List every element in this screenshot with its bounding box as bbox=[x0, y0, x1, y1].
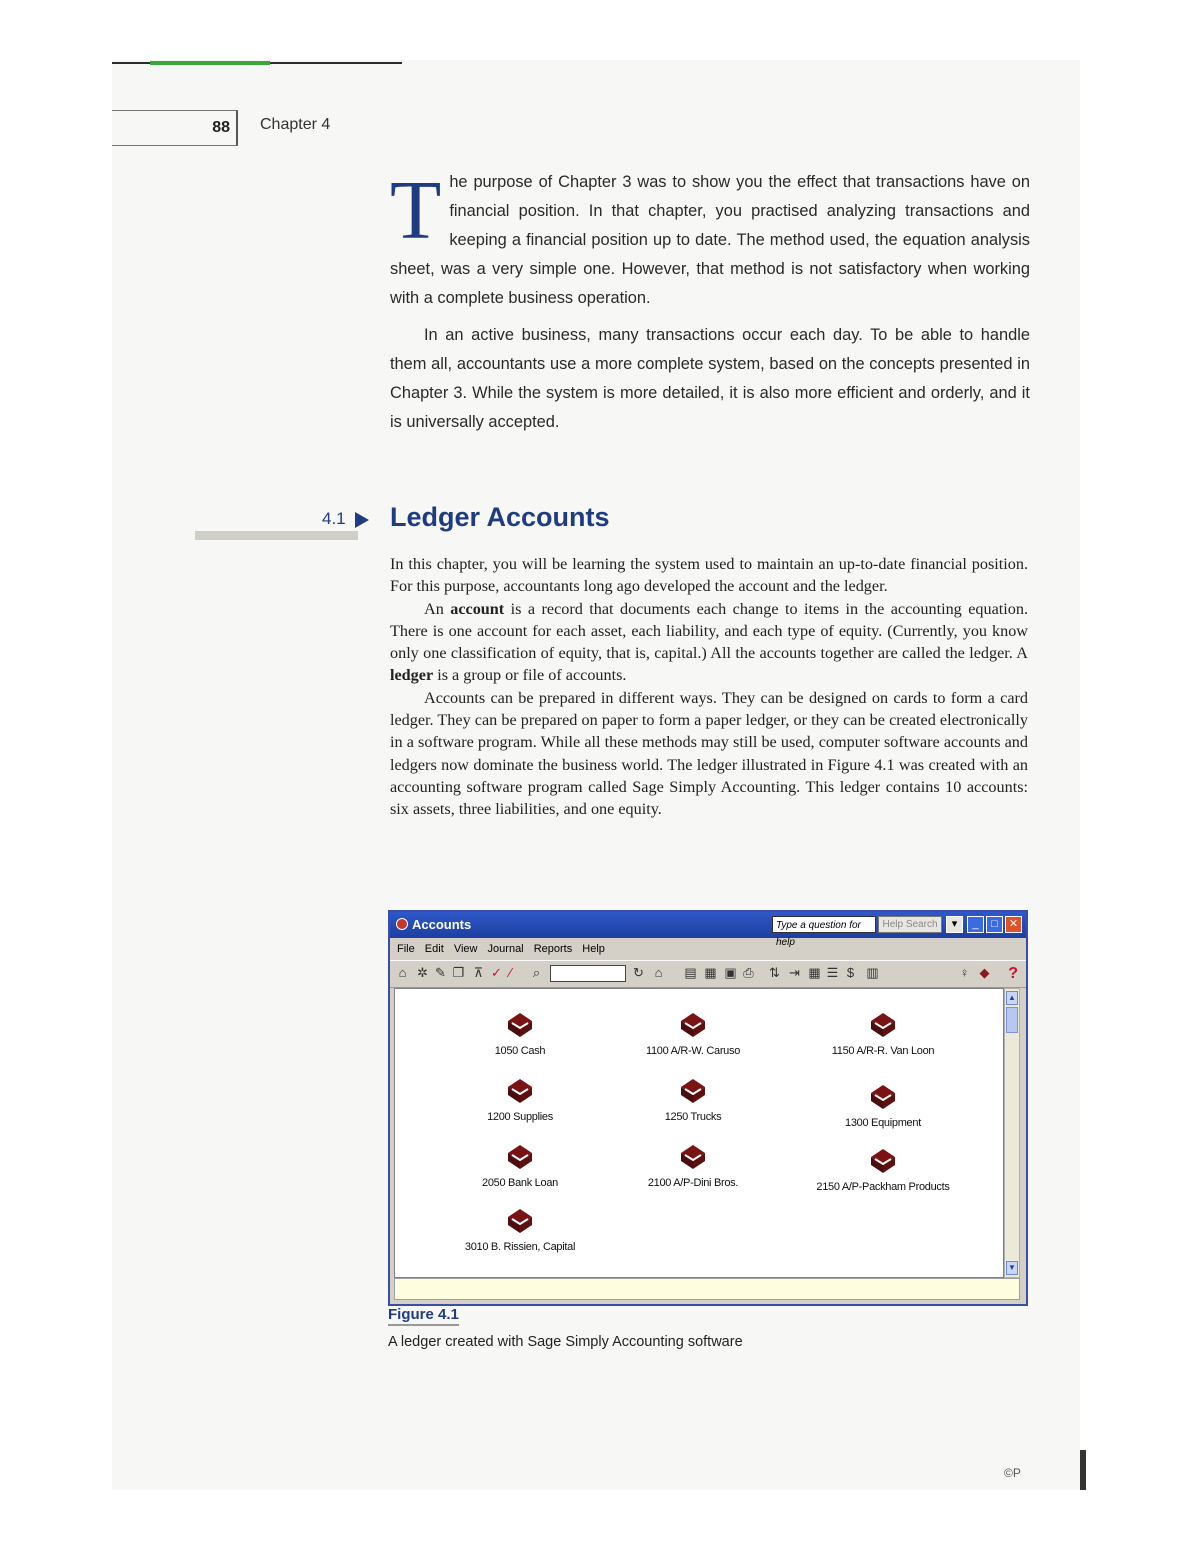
section-number: 4.1 bbox=[322, 509, 346, 528]
intro bbox=[390, 164, 1030, 445]
section-bar bbox=[195, 531, 358, 540]
ledger-book-icon bbox=[506, 1011, 534, 1039]
sort-icon[interactable]: ⇅ bbox=[769, 965, 780, 980]
account-item[interactable] bbox=[430, 1011, 610, 1057]
account-item[interactable] bbox=[793, 1083, 973, 1129]
menu-edit[interactable]: Edit bbox=[424, 943, 444, 955]
ledger-book-icon bbox=[506, 1143, 534, 1171]
ledger-book-icon bbox=[679, 1011, 707, 1039]
details-icon[interactable]: ☰ bbox=[826, 965, 839, 980]
check-icon[interactable]: ✓ bbox=[491, 965, 502, 980]
account-item[interactable] bbox=[430, 1077, 610, 1123]
copy-icon[interactable]: ❐ bbox=[452, 965, 465, 980]
indent-icon[interactable]: ⇥ bbox=[789, 965, 800, 980]
scroll-thumb[interactable] bbox=[1006, 1007, 1018, 1033]
section-arrow-icon bbox=[355, 512, 369, 528]
find-input[interactable] bbox=[550, 965, 626, 982]
term-account: account bbox=[450, 599, 505, 618]
lightbulb-icon[interactable]: ♀ bbox=[959, 965, 970, 980]
edit-icon[interactable]: ✎ bbox=[435, 965, 446, 980]
ledger-book-icon bbox=[869, 1083, 897, 1111]
footer-mark: ©P bbox=[1004, 1466, 1021, 1480]
close-button[interactable]: ✕ bbox=[1005, 916, 1022, 933]
account-label: 1300 Equipment bbox=[845, 1117, 921, 1129]
account-label: 1250 Trucks bbox=[664, 1111, 722, 1123]
account-item[interactable] bbox=[603, 1143, 783, 1189]
calculator-icon[interactable]: ▥ bbox=[866, 965, 879, 980]
p2-text-a: An bbox=[424, 599, 451, 618]
setup-icon[interactable]: ✲ bbox=[417, 965, 428, 980]
ledger-book-icon bbox=[869, 1147, 897, 1175]
account-label: 2150 A/P-Packham Products bbox=[816, 1181, 950, 1193]
ledger-book-icon bbox=[869, 1011, 897, 1039]
grid-view-icon[interactable]: ▦ bbox=[704, 965, 717, 980]
account-item[interactable] bbox=[793, 1011, 973, 1057]
trash-icon[interactable]: ⊼ bbox=[473, 965, 484, 980]
status-bar bbox=[394, 1278, 1020, 1300]
menu-journal[interactable]: Journal bbox=[487, 943, 524, 955]
refresh-icon[interactable]: ↻ bbox=[633, 965, 644, 980]
account-label: 1150 A/R-R. Van Loon bbox=[831, 1045, 935, 1057]
account-label: 1200 Supplies bbox=[487, 1111, 553, 1123]
term-ledger: ledger bbox=[390, 666, 434, 685]
menu-file[interactable]: File bbox=[397, 943, 415, 955]
body-paragraph-2 bbox=[390, 598, 1028, 687]
window-titlebar[interactable] bbox=[390, 912, 1026, 948]
account-label: 1100 A/R-W. Caruso bbox=[645, 1045, 741, 1057]
maximize-button[interactable]: □ bbox=[986, 916, 1003, 933]
find-icon[interactable]: ⌕ bbox=[532, 965, 541, 980]
toolbar bbox=[390, 960, 1026, 988]
account-item[interactable] bbox=[793, 1147, 973, 1193]
help-search-button[interactable]: Help Search bbox=[878, 916, 942, 933]
dropdown-arrow-icon[interactable]: ▾ bbox=[946, 916, 963, 933]
chapter-label: Chapter 4 bbox=[260, 116, 331, 133]
body-paragraph-3: Accounts can be prepared in different ways. They can be designed on cards to form a card ledger. They can be prepared on paper to form a paper ledger, or they can be created electronically in a software program. While all these methods may still be used, computer software accounts and ledgers now dominate the business world. The ledger illustrated in Figure 4.1 was created with an accounting software program called Sage Simply Accounting. This ledger contains 10 accounts: six assets, three liabilities, and one equity. bbox=[390, 688, 1028, 819]
p2-text-c: is a group or file of accounts. bbox=[433, 666, 627, 685]
ledger-book-icon bbox=[679, 1143, 707, 1171]
account-item[interactable] bbox=[430, 1143, 610, 1189]
p2-text-b: is a record that documents each change to items in the accounting equation. There is one account for each asset, each liability, and each type of equity. (Currently, you know only one classification of equity, that is, capital.) All the accounts together are called the ledger. A bbox=[390, 599, 1028, 663]
figure-title: Figure 4.1 bbox=[388, 1306, 459, 1326]
vertical-scrollbar[interactable] bbox=[1004, 988, 1020, 1278]
print-icon[interactable]: ⎙ bbox=[743, 965, 754, 980]
list-view-icon[interactable]: ▤ bbox=[684, 965, 697, 980]
mark-icon[interactable]: ⁄ bbox=[509, 965, 512, 980]
account-label: 1050 Cash bbox=[494, 1045, 546, 1057]
account-label: 2100 A/P-Dini Bros. bbox=[647, 1177, 739, 1189]
scroll-down-icon[interactable]: ▼ bbox=[1006, 1261, 1018, 1275]
money-icon[interactable]: $ bbox=[846, 965, 855, 980]
minimize-button[interactable]: _ bbox=[967, 916, 984, 933]
table-icon[interactable]: ▦ bbox=[808, 965, 821, 980]
accounts-list bbox=[394, 988, 1004, 1278]
ledger-book-icon bbox=[679, 1077, 707, 1105]
account-label: 3010 B. Rissien, Capital bbox=[464, 1241, 576, 1253]
account-item[interactable] bbox=[603, 1011, 783, 1057]
page-number: 88 bbox=[112, 110, 238, 146]
help-icon[interactable]: ? bbox=[1008, 965, 1018, 982]
figure-caption: A ledger created with Sage Simply Accounting software bbox=[388, 1334, 743, 1350]
intro-text-1: he purpose of Chapter 3 was to show you the effect that transactions have on financial position. In that chapter, you practised analyzing transactions and keeping a financial position up to date. The method used, the equation analysis sheet, was a very simple one. However, that method is not satisfactory when working with a complete business operation. bbox=[390, 173, 1030, 307]
menu-bar bbox=[390, 938, 1026, 960]
section-body bbox=[390, 553, 1028, 821]
menu-reports[interactable]: Reports bbox=[533, 943, 573, 955]
account-item[interactable] bbox=[603, 1077, 783, 1123]
account-item[interactable] bbox=[430, 1207, 610, 1253]
bank-icon[interactable]: ⌂ bbox=[654, 965, 663, 980]
section-title: Ledger Accounts bbox=[390, 502, 610, 532]
intro-paragraph-1 bbox=[390, 164, 1030, 313]
home-icon[interactable]: ⌂ bbox=[398, 965, 407, 980]
scroll-up-icon[interactable]: ▲ bbox=[1006, 991, 1018, 1005]
accounts-window bbox=[388, 910, 1028, 1306]
top-rule-accent bbox=[150, 61, 270, 65]
account-label: 2050 Bank Loan bbox=[482, 1177, 558, 1189]
app-icon bbox=[396, 918, 408, 930]
book-icon[interactable]: ◆ bbox=[979, 965, 990, 980]
drop-cap: T bbox=[390, 164, 442, 257]
ledger-book-icon bbox=[506, 1207, 534, 1235]
ledger-book-icon bbox=[506, 1077, 534, 1105]
help-question-input[interactable]: Type a question for help bbox=[772, 916, 876, 933]
menu-view[interactable]: View bbox=[453, 943, 478, 955]
window-title: Accounts bbox=[412, 917, 472, 932]
menu-help[interactable]: Help bbox=[582, 943, 605, 955]
report-icon[interactable]: ▣ bbox=[724, 965, 737, 980]
body-paragraph-1: In this chapter, you will be learning the system used to maintain an up-to-date financial position. For this purpose, accountants long ago developed the account and the ledger. bbox=[390, 555, 1028, 596]
intro-paragraph-2: In an active business, many transactions occur each day. To be able to handle them all, accountants use a more complete system, based on the concepts presented in Chapter 3. While the system is more detailed, it is also more efficient and orderly, and it is universally accepted. bbox=[390, 326, 1030, 431]
page-edge bbox=[1080, 1450, 1086, 1490]
